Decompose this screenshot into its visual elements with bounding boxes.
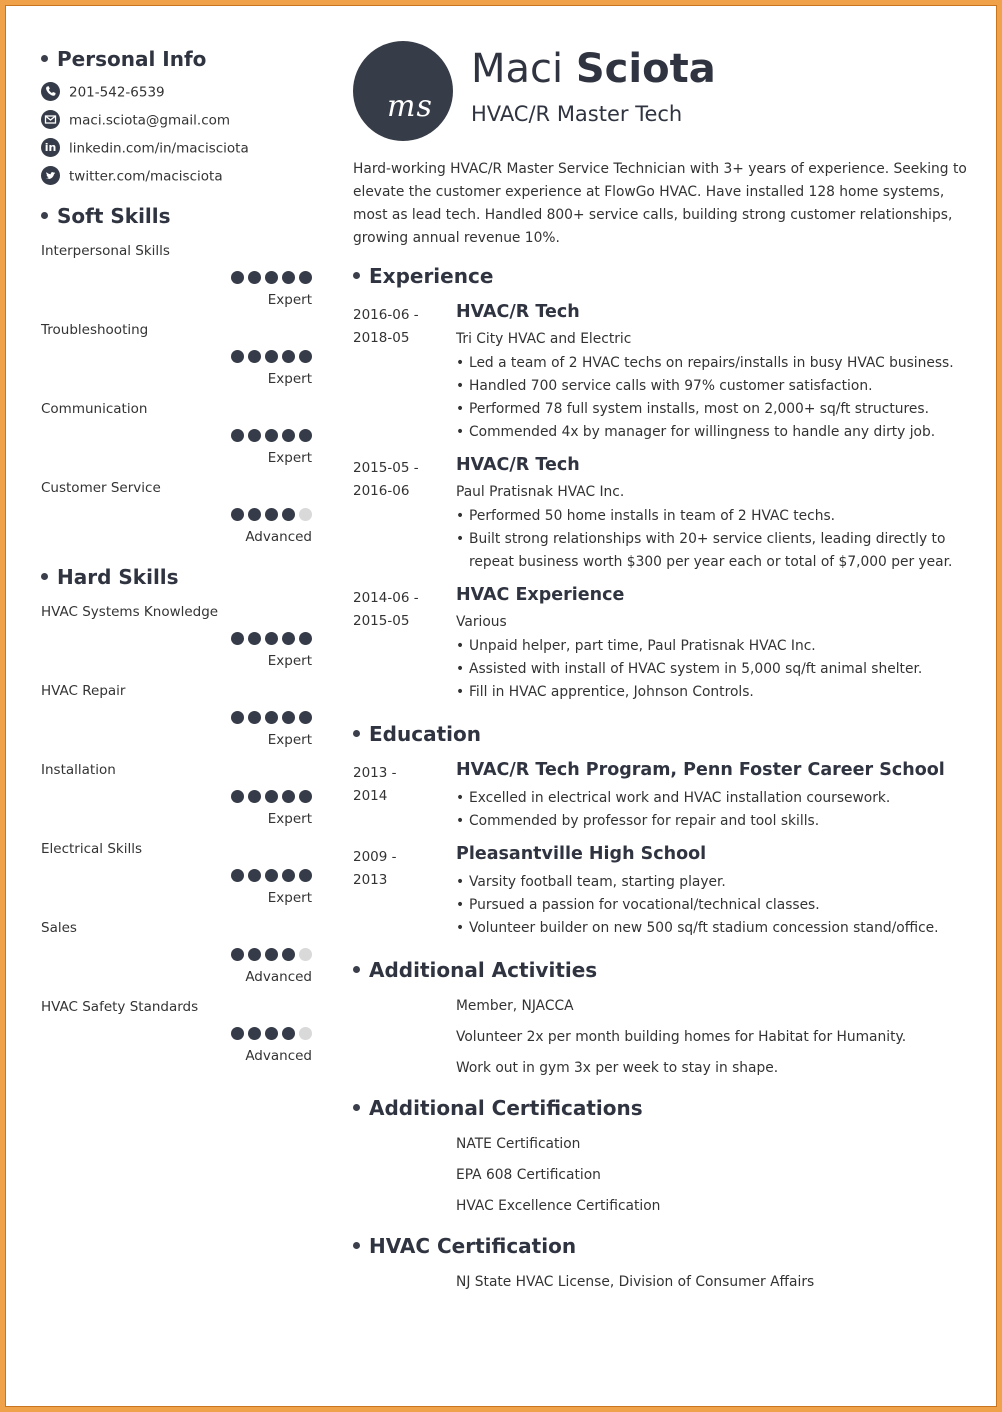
rating-dot bbox=[265, 632, 278, 645]
entry-company: Various bbox=[456, 614, 507, 630]
education-heading-text: Education bbox=[369, 722, 481, 746]
rating-dot bbox=[265, 429, 278, 442]
skill-rating bbox=[227, 269, 312, 282]
date-end: 2018-05 bbox=[353, 330, 410, 346]
summary-paragraph: Hard-working HVAC/R Master Service Technician with 3+ years of experience. Seeking to elevate the customer experience at FlowGo HVAC. Have installed 128 home systems, most as lead tech. Handled 800+ service calls, building strong customer relationships, growing annual revenue 10%. bbox=[353, 161, 967, 246]
skill-item bbox=[41, 401, 317, 471]
skill-rating bbox=[227, 506, 312, 519]
skill-rating bbox=[227, 427, 312, 440]
skill-item bbox=[41, 480, 317, 550]
skill-rating bbox=[227, 348, 312, 361]
full-name bbox=[471, 46, 716, 92]
rating-dot bbox=[282, 632, 295, 645]
rating-dot bbox=[231, 271, 244, 284]
rating-dot bbox=[231, 429, 244, 442]
bullet-item: • Pursued a passion for vocational/technical classes. bbox=[456, 894, 971, 917]
skill-item bbox=[41, 322, 317, 392]
rating-dot bbox=[248, 350, 261, 363]
skill-level: Advanced bbox=[245, 969, 312, 985]
skill-level: Expert bbox=[267, 890, 312, 906]
rating-dot bbox=[248, 632, 261, 645]
entry-date bbox=[353, 304, 443, 350]
rating-dot bbox=[299, 869, 312, 882]
bullet-item: • Performed 50 home installs in team of 2 HVAC techs. bbox=[456, 505, 971, 528]
phone-row bbox=[41, 83, 165, 102]
bullet-item: • Commended by professor for repair and tool skills. bbox=[456, 810, 971, 833]
date-start: 2014-06 - bbox=[353, 590, 419, 606]
rating-dot bbox=[248, 429, 261, 442]
activities-item: Work out in gym 3x per week to stay in shape. bbox=[456, 1060, 779, 1076]
twitter-row bbox=[41, 167, 223, 186]
phone-text: 201-542-6539 bbox=[69, 84, 165, 101]
activities-item: Volunteer 2x per month building homes for Habitat for Humanity. bbox=[456, 1029, 907, 1045]
bullet-item: • Assisted with install of HVAC system in 5,000 sq/ft animal shelter. bbox=[456, 658, 971, 681]
rating-dot bbox=[231, 711, 244, 724]
bullet-item: • Built strong relationships with 20+ service clients, leading directly to repeat business worth $300 per year each or total of $7,000 per year. bbox=[456, 528, 971, 574]
rating-dot bbox=[231, 790, 244, 803]
certifications-heading bbox=[353, 1096, 643, 1120]
resume-page bbox=[6, 6, 996, 1406]
rating-dot bbox=[282, 869, 295, 882]
entry-date bbox=[353, 762, 443, 808]
linkedin-row bbox=[41, 139, 249, 158]
certifications-item: HVAC Excellence Certification bbox=[456, 1198, 661, 1214]
rating-dot bbox=[282, 508, 295, 521]
bullet-item: • Handled 700 service calls with 97% customer satisfaction. bbox=[456, 375, 971, 398]
bullet-dot bbox=[353, 272, 360, 279]
entry-company: Tri City HVAC and Electric bbox=[456, 331, 632, 347]
skill-name: Installation bbox=[41, 762, 116, 778]
bullet-list bbox=[456, 787, 971, 833]
rating-dot bbox=[265, 271, 278, 284]
rating-dot bbox=[231, 632, 244, 645]
date-end: 2015-05 bbox=[353, 613, 410, 629]
date-end: 2016-06 bbox=[353, 483, 410, 499]
rating-dot bbox=[265, 508, 278, 521]
rating-dot bbox=[231, 948, 244, 961]
rating-dot bbox=[231, 869, 244, 882]
bullet-dot bbox=[41, 212, 48, 219]
skill-level: Advanced bbox=[245, 1048, 312, 1064]
bullet-item: • Performed 78 full system installs, most on 2,000+ sq/ft structures. bbox=[456, 398, 971, 421]
skill-rating bbox=[227, 946, 312, 959]
rating-dot bbox=[248, 869, 261, 882]
bullet-item: • Varsity football team, starting player. bbox=[456, 871, 971, 894]
skill-rating bbox=[227, 1025, 312, 1038]
rating-dot bbox=[299, 790, 312, 803]
first-name: Maci bbox=[471, 46, 564, 92]
skill-rating bbox=[227, 709, 312, 722]
entry-company: Paul Pratisnak HVAC Inc. bbox=[456, 484, 625, 500]
rating-dot bbox=[265, 711, 278, 724]
certifications-item: EPA 608 Certification bbox=[456, 1167, 601, 1183]
skill-item bbox=[41, 920, 317, 990]
linkedin-link[interactable]: linkedin.com/in/macisciota bbox=[69, 140, 249, 157]
rating-dot bbox=[299, 271, 312, 284]
skill-item bbox=[41, 683, 317, 753]
skill-name: HVAC Safety Standards bbox=[41, 999, 199, 1015]
rating-dot bbox=[248, 1027, 261, 1040]
skill-level: Expert bbox=[267, 732, 312, 748]
hard-skills-heading-text: Hard Skills bbox=[57, 565, 179, 589]
skill-level: Advanced bbox=[245, 529, 312, 545]
bullet-item: • Commended 4x by manager for willingness to handle any dirty job. bbox=[456, 421, 971, 444]
rating-dot bbox=[299, 711, 312, 724]
rating-dot bbox=[282, 948, 295, 961]
skill-rating bbox=[227, 630, 312, 643]
rating-dot bbox=[282, 790, 295, 803]
certifications-heading-text: Additional Certifications bbox=[369, 1096, 643, 1120]
skill-item bbox=[41, 999, 317, 1069]
entry-title: HVAC Experience bbox=[456, 585, 625, 605]
rating-dot bbox=[282, 350, 295, 363]
bullet-list bbox=[456, 635, 971, 704]
skill-name: Interpersonal Skills bbox=[41, 243, 170, 259]
skill-level: Expert bbox=[267, 811, 312, 827]
job-title: HVAC/R Master Tech bbox=[471, 102, 683, 126]
date-start: 2013 - bbox=[353, 765, 397, 781]
skill-name: Customer Service bbox=[41, 480, 161, 496]
rating-dot bbox=[248, 790, 261, 803]
email-row bbox=[41, 111, 230, 130]
entry-date bbox=[353, 587, 443, 633]
skill-level: Expert bbox=[267, 450, 312, 466]
skill-item bbox=[41, 243, 317, 313]
email-icon bbox=[41, 110, 60, 129]
bullet-list bbox=[456, 871, 971, 940]
avatar bbox=[353, 41, 453, 141]
date-start: 2015-05 - bbox=[353, 460, 419, 476]
entry-date bbox=[353, 846, 443, 892]
bullet-dot bbox=[41, 55, 48, 62]
email-link[interactable]: maci.sciota@gmail.com bbox=[69, 112, 231, 129]
rating-dot bbox=[265, 790, 278, 803]
rating-dot bbox=[282, 271, 295, 284]
hvac_cert-item: NJ State HVAC License, Division of Consumer Affairs bbox=[456, 1274, 815, 1290]
rating-dot bbox=[299, 429, 312, 442]
rating-dot bbox=[299, 1027, 312, 1040]
skill-rating bbox=[227, 788, 312, 801]
skill-name: Sales bbox=[41, 920, 77, 936]
rating-dot bbox=[299, 948, 312, 961]
activities-item: Member, NJACCA bbox=[456, 998, 574, 1014]
personal-info-heading bbox=[41, 47, 206, 71]
bullet-dot bbox=[353, 1242, 360, 1249]
certifications-item: NATE Certification bbox=[456, 1136, 581, 1152]
personal-info-heading-text: Personal Info bbox=[57, 47, 207, 71]
bullet-dot bbox=[353, 966, 360, 973]
rating-dot bbox=[299, 508, 312, 521]
bullet-item: • Led a team of 2 HVAC techs on repairs/installs in busy HVAC business. bbox=[456, 352, 971, 375]
date-end: 2014 bbox=[353, 788, 388, 804]
twitter-link[interactable]: twitter.com/macisciota bbox=[69, 168, 223, 185]
date-start: 2016-06 - bbox=[353, 307, 419, 323]
rating-dot bbox=[265, 869, 278, 882]
skill-name: Communication bbox=[41, 401, 148, 417]
bullet-dot bbox=[41, 573, 48, 580]
entry-title: Pleasantville High School bbox=[456, 844, 707, 864]
skill-name: HVAC Repair bbox=[41, 683, 126, 699]
soft-skills-heading bbox=[41, 204, 171, 228]
linkedin-icon: in bbox=[41, 138, 60, 157]
bullet-dot bbox=[353, 730, 360, 737]
experience-heading-text: Experience bbox=[369, 264, 494, 288]
hvac-certification-heading bbox=[353, 1234, 576, 1258]
entry-title: HVAC/R Tech Program, Penn Foster Career School bbox=[456, 760, 945, 780]
rating-dot bbox=[282, 429, 295, 442]
date-start: 2009 - bbox=[353, 849, 397, 865]
last-name: Sciota bbox=[575, 46, 716, 92]
rating-dot bbox=[248, 508, 261, 521]
rating-dot bbox=[248, 711, 261, 724]
rating-dot bbox=[282, 711, 295, 724]
bullet-list bbox=[456, 352, 971, 444]
rating-dot bbox=[231, 1027, 244, 1040]
soft-skills-heading-text: Soft Skills bbox=[57, 204, 171, 228]
entry-title: HVAC/R Tech bbox=[456, 455, 580, 475]
experience-heading bbox=[353, 264, 493, 288]
entry-title: HVAC/R Tech bbox=[456, 302, 580, 322]
rating-dot bbox=[299, 350, 312, 363]
bullet-dot bbox=[353, 1104, 360, 1111]
skill-level: Expert bbox=[267, 371, 312, 387]
skill-level: Expert bbox=[267, 292, 312, 308]
avatar-initials: ms bbox=[387, 89, 433, 124]
bullet-item: • Volunteer builder on new 500 sq/ft stadium concession stand/office. bbox=[456, 917, 971, 940]
rating-dot bbox=[265, 948, 278, 961]
phone-icon bbox=[41, 82, 60, 101]
skill-item bbox=[41, 841, 317, 911]
bullet-list bbox=[456, 505, 971, 574]
rating-dot bbox=[231, 350, 244, 363]
skill-name: Electrical Skills bbox=[41, 841, 143, 857]
skill-rating bbox=[227, 867, 312, 880]
rating-dot bbox=[248, 948, 261, 961]
skill-item bbox=[41, 762, 317, 832]
bullet-item: • Unpaid helper, part time, Paul Pratisnak HVAC Inc. bbox=[456, 635, 971, 658]
rating-dot bbox=[265, 1027, 278, 1040]
rating-dot bbox=[265, 350, 278, 363]
bullet-item: • Fill in HVAC apprentice, Johnson Controls. bbox=[456, 681, 971, 704]
activities-heading bbox=[353, 958, 597, 982]
date-end: 2013 bbox=[353, 872, 388, 888]
rating-dot bbox=[299, 632, 312, 645]
skill-name: HVAC Systems Knowledge bbox=[41, 604, 219, 620]
rating-dot bbox=[282, 1027, 295, 1040]
skill-level: Expert bbox=[267, 653, 312, 669]
entry-date bbox=[353, 457, 443, 503]
activities-heading-text: Additional Activities bbox=[369, 958, 598, 982]
bullet-item: • Excelled in electrical work and HVAC installation coursework. bbox=[456, 787, 971, 810]
hard-skills-heading bbox=[41, 565, 179, 589]
rating-dot bbox=[248, 271, 261, 284]
rating-dot bbox=[231, 508, 244, 521]
hvac-certification-heading-text: HVAC Certification bbox=[369, 1234, 577, 1258]
skill-item bbox=[41, 604, 317, 674]
twitter-icon bbox=[41, 166, 60, 185]
education-heading bbox=[353, 722, 481, 746]
skill-name: Troubleshooting bbox=[41, 322, 149, 338]
